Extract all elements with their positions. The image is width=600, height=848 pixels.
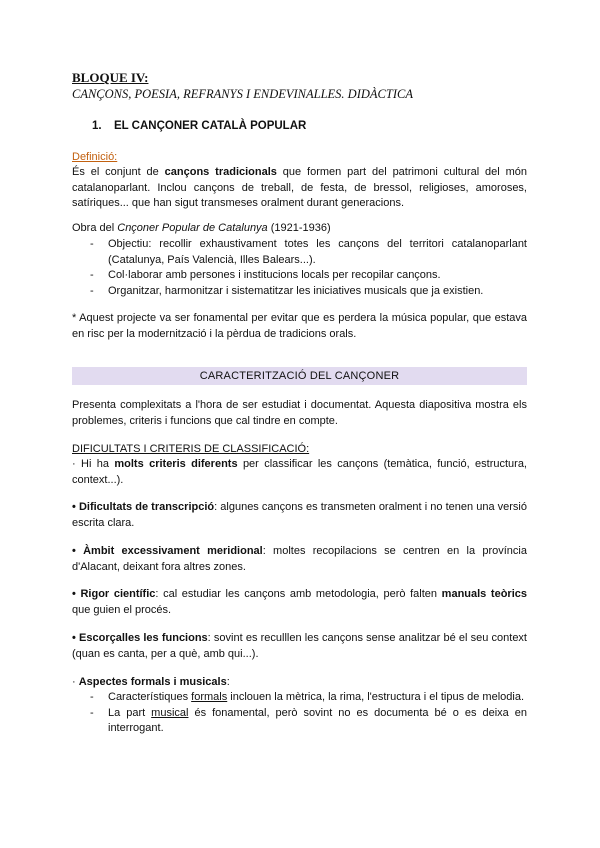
text: Característiques	[108, 691, 192, 703]
obra-line	[72, 221, 527, 237]
text: inclouen la mètrica, la rima, l'estructura i el tipus de melodia.	[227, 691, 525, 703]
aspects-heading	[72, 675, 527, 691]
definition-text-b: que formen part del patrimoni cultural del món catalanoparlant. Inclou cançons de treball, de festa, de bressol, religioses, amoroses, satíriques... que han sigut transmeses oralment durant generacions.	[72, 166, 527, 209]
difficulties-heading: DIFICULTATS I CRITERIS DE CLASSIFICACIÓ:	[72, 443, 310, 455]
text: per classificar les cançons (temàtica, funció, estructura, context...).	[72, 458, 527, 486]
definition-label: Definició:	[72, 151, 118, 163]
note-paragraph: * Aquest projecte va ser fonamental per evitar que es perdera la música popular, que estava en risc per la modernització i la pèrdua de tradicions orals.	[72, 312, 527, 340]
definition-label-line	[72, 150, 527, 166]
text: : sovint es reculllen les cançons sense analitzar bé el seu context (quan es canta, per a què, amb qui...).	[72, 632, 527, 660]
list-item	[90, 706, 527, 737]
block-subtitle: CANÇONS, POESIA, REFRANYS I ENDEVINALLES. DIDÀCTICA	[72, 87, 413, 101]
bold-text: • Dificultats de transcripció	[72, 501, 215, 513]
difficulty-paragraph-4	[72, 587, 527, 618]
difficulty-paragraph-1	[72, 457, 527, 488]
list-item: - Organitzar, harmonitzar i sistematitzar les iniciatives musicals que ja existien.	[90, 284, 527, 300]
definition-paragraph	[72, 165, 527, 212]
list-item: - Col·laborar amb persones i institucions locals per recopilar cançons.	[90, 268, 527, 284]
definition-bold: cançons tradicionals	[164, 166, 277, 178]
list-item: - Objectiu: recollir exhaustivament totes les cançons del territori catalanoparlant (Catalunya, País Valencià, Illes Balears...).	[90, 237, 527, 268]
intro-paragraph: Presenta complexitats a l'hora de ser estudiat i documentat. Aquesta diapositiva mostra els problemes, criteris i funcions que cal tindre en compte.	[72, 399, 527, 427]
underlined-text: musical	[151, 706, 189, 719]
text: : moltes recopilacions se centren en la província d'Alacant, deixant fora altres zones.	[72, 545, 527, 573]
bold-text: • Rigor científic	[72, 588, 156, 600]
bold-text: manuals teòrics	[441, 588, 528, 600]
difficulty-paragraph-5	[72, 631, 527, 662]
text: és fonamental, però sovint no es documenta bé o es deixa en interrogant.	[108, 706, 527, 734]
text: : cal estudiar les cançons amb metodologia, però falten	[155, 588, 442, 600]
difficulty-paragraph-2	[72, 500, 527, 531]
obra-prefix: Obra del	[72, 222, 118, 234]
text: : algunes cançons es transmeten oralment i no tenen una versió escrita clara.	[72, 501, 527, 529]
section-number: 1.	[92, 120, 102, 132]
obra-title: Cnçoner Popular de Catalunya	[117, 222, 268, 234]
definition-text-a: És el conjunt de	[72, 166, 165, 178]
section-title: EL CANÇONER CATALÀ POPULAR	[114, 120, 307, 132]
underlined-text: formals	[191, 691, 228, 703]
bold-text: molts criteris diferents	[114, 458, 238, 470]
bold-text: • Àmbit excessivament meridional	[72, 545, 263, 557]
difficulty-paragraph-3	[72, 544, 527, 575]
text: ·	[72, 676, 79, 688]
block-heading: BLOQUE IV:	[72, 70, 149, 85]
text: La part	[108, 706, 152, 719]
text: :	[226, 676, 230, 688]
bold-text: Aspectes formals i musicals	[78, 676, 227, 688]
bold-text: • Escorçalles les funcions	[72, 632, 208, 644]
list-item	[90, 690, 527, 706]
obra-years: (1921-1936)	[267, 222, 331, 234]
obra-list	[90, 237, 527, 299]
text: · Hi ha	[72, 458, 115, 470]
section-band-title: CARACTERITZACIÓ DEL CANÇONER	[72, 367, 527, 385]
text: que guien el procés.	[72, 603, 172, 616]
aspects-list	[90, 690, 527, 737]
section-heading	[92, 120, 306, 132]
